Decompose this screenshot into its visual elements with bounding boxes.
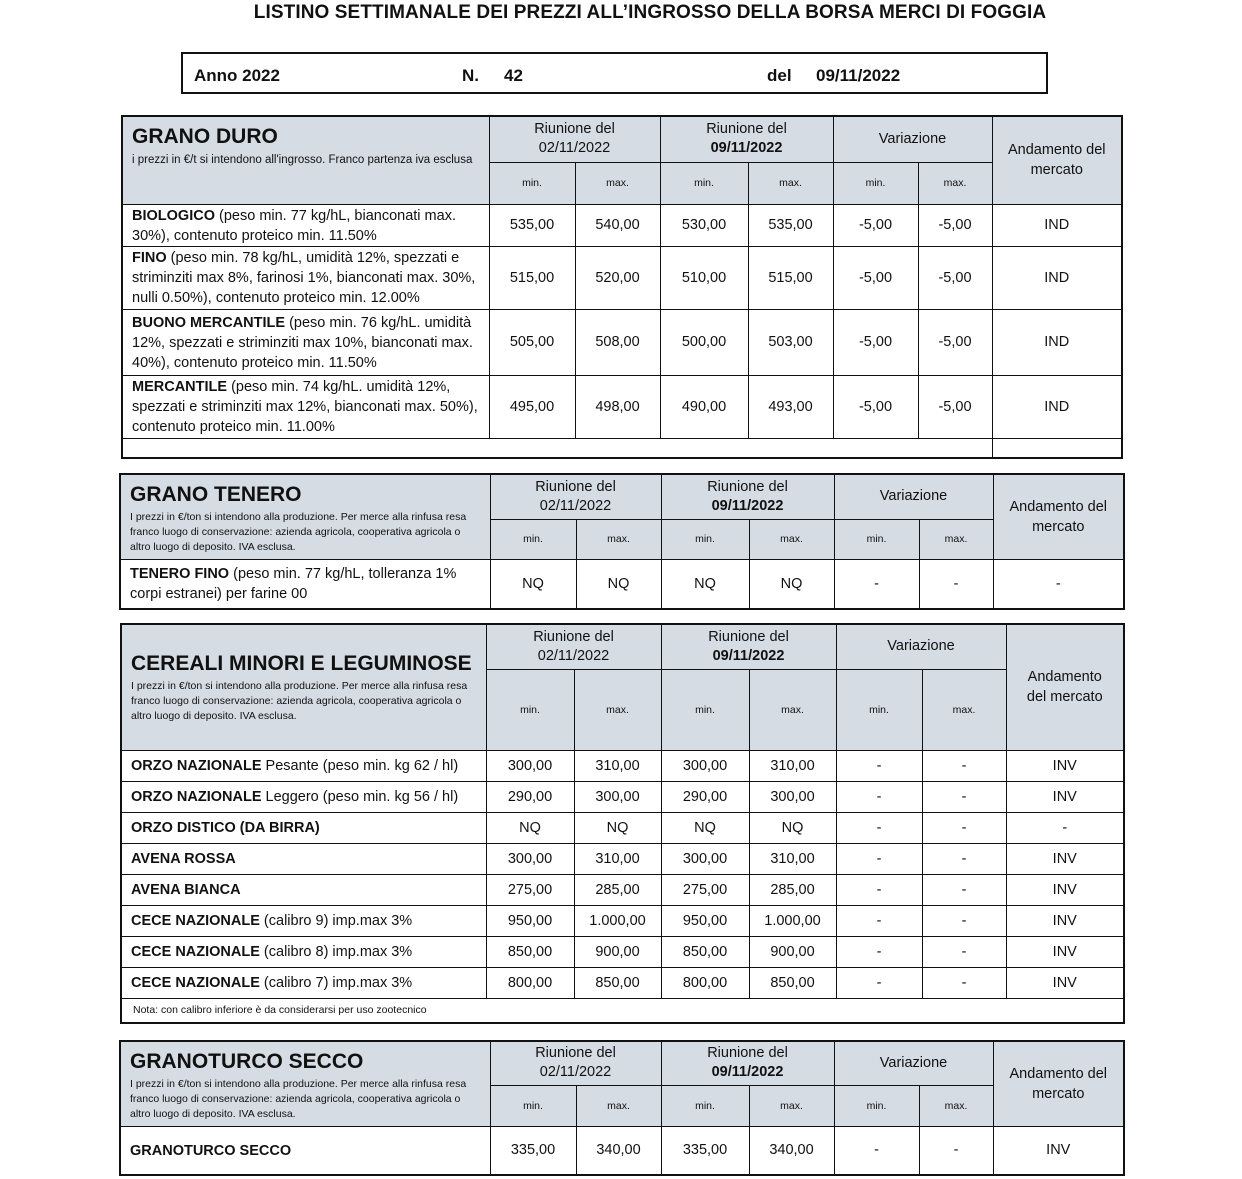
table-row bbox=[120, 559, 1124, 609]
variation-max: - bbox=[922, 750, 1006, 781]
variation-min: -5,00 bbox=[833, 204, 918, 246]
curr-min-price: NQ bbox=[661, 812, 749, 843]
number-label: N. bbox=[462, 66, 479, 85]
max-header: max. bbox=[748, 162, 833, 204]
table-row bbox=[122, 204, 1122, 246]
variation-max: - bbox=[922, 874, 1006, 905]
meeting-prev-header: Riunione del 02/11/2022 bbox=[486, 624, 661, 669]
curr-max-price: 503,00 bbox=[748, 309, 833, 375]
min-header: min. bbox=[661, 669, 749, 750]
market-trend: INV bbox=[1006, 967, 1124, 998]
min-header: min. bbox=[834, 519, 919, 559]
product-cell: ORZO DISTICO (DA BIRRA) bbox=[121, 812, 486, 843]
prev-min-price: 290,00 bbox=[486, 781, 574, 812]
min-header: min. bbox=[490, 1085, 576, 1126]
market-trend: IND bbox=[992, 309, 1122, 375]
meeting-curr-header: Riunione del 09/11/2022 bbox=[661, 624, 836, 669]
footnote: Nota: con calibro inferiore è da considerarsi per uso zootecnico bbox=[121, 998, 1124, 1023]
market-trend: INV bbox=[1006, 750, 1124, 781]
category-name: GRANO TENERO bbox=[130, 483, 302, 506]
variation-max: - bbox=[922, 967, 1006, 998]
prev-min-price: 535,00 bbox=[489, 204, 575, 246]
product-cell: BUONO MERCANTILE (peso min. 76 kg/hL. umidità 12%, spezzati e striminziti max 10%, bianconati max. 40%), contenuto proteico min. 11.50% bbox=[122, 309, 489, 375]
market-trend: IND bbox=[992, 375, 1122, 438]
table-row bbox=[120, 1126, 1124, 1175]
max-header: max. bbox=[749, 1085, 834, 1126]
curr-min-price: 800,00 bbox=[661, 967, 749, 998]
curr-min-price: 530,00 bbox=[660, 204, 748, 246]
prev-min-price: 300,00 bbox=[486, 843, 574, 874]
curr-min-price: 510,00 bbox=[660, 246, 748, 309]
variation-min: - bbox=[836, 781, 922, 812]
curr-max-price: 310,00 bbox=[749, 750, 836, 781]
category-note: I prezzi in €/ton si intendono alla produzione. Per merce alla rinfusa resa franco luogo di conservazione: azienda agricola, cooperativa agricola o altro luogo di deposito. IVA esclusa. bbox=[130, 511, 467, 553]
curr-min-price: 335,00 bbox=[661, 1126, 749, 1175]
min-header: min. bbox=[660, 162, 748, 204]
variation-min: -5,00 bbox=[833, 246, 918, 309]
table-row bbox=[122, 375, 1122, 438]
curr-max-price: 285,00 bbox=[749, 874, 836, 905]
curr-max-price: 900,00 bbox=[749, 936, 836, 967]
market-trend-header: Andamento del mercato bbox=[993, 474, 1124, 559]
curr-max-price: 340,00 bbox=[749, 1126, 834, 1175]
prev-min-price: 505,00 bbox=[489, 309, 575, 375]
date-label: del bbox=[767, 66, 792, 85]
max-header: max. bbox=[918, 162, 992, 204]
product-cell: TENERO FINO (peso min. 77 kg/hL, tolleranza 1% corpi estranei) per farine 00 bbox=[120, 559, 490, 609]
prev-min-price: 515,00 bbox=[489, 246, 575, 309]
table-row bbox=[121, 843, 1124, 874]
max-header: max. bbox=[574, 669, 661, 750]
curr-min-price: 300,00 bbox=[661, 750, 749, 781]
prev-max-price: 850,00 bbox=[574, 967, 661, 998]
category-note: I prezzi in €/ton si intendono alla produzione. Per merce alla rinfusa resa franco luogo di conservazione: azienda agricola, cooperativa agricola o altro luogo di deposito. IVA esclusa. bbox=[131, 680, 468, 722]
variation-max: - bbox=[922, 781, 1006, 812]
table-grano-tenero bbox=[119, 473, 1125, 610]
min-header: min. bbox=[486, 669, 574, 750]
product-cell: ORZO NAZIONALE Pesante (peso min. kg 62 / hl) bbox=[121, 750, 486, 781]
variation-max: - bbox=[922, 812, 1006, 843]
prev-min-price: 335,00 bbox=[490, 1126, 576, 1175]
curr-max-price: 850,00 bbox=[749, 967, 836, 998]
market-trend: IND bbox=[992, 204, 1122, 246]
table-row bbox=[122, 309, 1122, 375]
variation-min: - bbox=[834, 1126, 919, 1175]
table-row bbox=[121, 812, 1124, 843]
variation-max: - bbox=[922, 905, 1006, 936]
variation-header: Variazione bbox=[833, 116, 992, 162]
max-header: max. bbox=[919, 1085, 993, 1126]
table-row bbox=[121, 967, 1124, 998]
category-name: GRANOTURCO SECCO bbox=[130, 1050, 364, 1073]
variation-min: -5,00 bbox=[833, 309, 918, 375]
max-header: max. bbox=[575, 162, 660, 204]
curr-min-price: 850,00 bbox=[661, 936, 749, 967]
prev-max-price: NQ bbox=[576, 559, 661, 609]
variation-min: - bbox=[836, 936, 922, 967]
prev-min-price: 300,00 bbox=[486, 750, 574, 781]
prev-max-price: 520,00 bbox=[575, 246, 660, 309]
prev-max-price: 1.000,00 bbox=[574, 905, 661, 936]
min-header: min. bbox=[833, 162, 918, 204]
max-header: max. bbox=[749, 519, 834, 559]
variation-header: Variazione bbox=[834, 474, 993, 519]
curr-min-price: NQ bbox=[661, 559, 749, 609]
category-note: i prezzi in €/t si intendono all'ingrosso. Franco partenza iva esclusa bbox=[132, 154, 473, 166]
max-header: max. bbox=[922, 669, 1006, 750]
category-header bbox=[120, 474, 490, 559]
max-header: max. bbox=[919, 519, 993, 559]
prev-min-price: 275,00 bbox=[486, 874, 574, 905]
min-header: min. bbox=[661, 1085, 749, 1126]
table-row bbox=[121, 936, 1124, 967]
min-header: min. bbox=[836, 669, 922, 750]
prev-min-price: NQ bbox=[486, 812, 574, 843]
variation-max: - bbox=[919, 559, 993, 609]
market-trend: INV bbox=[1006, 874, 1124, 905]
table-row bbox=[121, 874, 1124, 905]
curr-max-price: NQ bbox=[749, 559, 834, 609]
variation-max: -5,00 bbox=[918, 204, 992, 246]
product-cell: CECE NAZIONALE (calibro 7) imp.max 3% bbox=[121, 967, 486, 998]
prev-min-price: NQ bbox=[490, 559, 576, 609]
number-value: 42 bbox=[504, 66, 523, 85]
category-note: I prezzi in €/ton si intendono alla produzione. Per merce alla rinfusa resa franco luogo di conservazione: azienda agricola, cooperativa agricola o altro luogo di deposito. IVA esclusa. bbox=[130, 1078, 467, 1120]
curr-min-price: 275,00 bbox=[661, 874, 749, 905]
curr-max-price: 535,00 bbox=[748, 204, 833, 246]
prev-min-price: 950,00 bbox=[486, 905, 574, 936]
curr-max-price: 300,00 bbox=[749, 781, 836, 812]
variation-max: - bbox=[922, 843, 1006, 874]
variation-header: Variazione bbox=[836, 624, 1006, 669]
curr-min-price: 950,00 bbox=[661, 905, 749, 936]
product-cell: FINO (peso min. 78 kg/hL, umidità 12%, spezzati e striminziti max 8%, farinosi 1%, bianconati max. 30%, nulli 0.50%), contenuto proteico min. 12.00% bbox=[122, 246, 489, 309]
empty-row bbox=[122, 438, 1122, 458]
meeting-prev-header: Riunione del 02/11/2022 bbox=[490, 1041, 661, 1085]
curr-max-price: 515,00 bbox=[748, 246, 833, 309]
table-grano-duro bbox=[121, 115, 1123, 459]
meeting-curr-header: Riunione del 09/11/2022 bbox=[661, 1041, 834, 1085]
variation-max: -5,00 bbox=[918, 246, 992, 309]
year-label: Anno 2022 bbox=[194, 66, 280, 85]
market-trend: - bbox=[1006, 812, 1124, 843]
market-trend: IND bbox=[992, 246, 1122, 309]
prev-max-price: 540,00 bbox=[575, 204, 660, 246]
variation-header: Variazione bbox=[834, 1041, 993, 1085]
curr-max-price: 493,00 bbox=[748, 375, 833, 438]
prev-max-price: 310,00 bbox=[574, 750, 661, 781]
prev-min-price: 800,00 bbox=[486, 967, 574, 998]
curr-min-price: 290,00 bbox=[661, 781, 749, 812]
market-trend: INV bbox=[1006, 781, 1124, 812]
category-header bbox=[121, 624, 486, 750]
market-trend: - bbox=[993, 559, 1124, 609]
table-row bbox=[121, 781, 1124, 812]
market-trend: INV bbox=[1006, 936, 1124, 967]
variation-max: - bbox=[919, 1126, 993, 1175]
category-name: CEREALI MINORI E LEGUMINOSE bbox=[131, 652, 472, 675]
market-trend-header: Andamento del mercato bbox=[1006, 624, 1124, 750]
prev-max-price: 498,00 bbox=[575, 375, 660, 438]
min-header: min. bbox=[834, 1085, 919, 1126]
market-trend-header: Andamento del mercato bbox=[993, 1041, 1124, 1126]
variation-max: -5,00 bbox=[918, 309, 992, 375]
product-cell: GRANOTURCO SECCO bbox=[120, 1126, 490, 1175]
max-header: max. bbox=[576, 1085, 661, 1126]
product-cell: CECE NAZIONALE (calibro 8) imp.max 3% bbox=[121, 936, 486, 967]
market-trend-header: Andamento del mercato bbox=[992, 116, 1122, 204]
meeting-prev-header: Riunione del 02/11/2022 bbox=[489, 116, 660, 162]
variation-min: - bbox=[836, 874, 922, 905]
category-header bbox=[120, 1041, 490, 1126]
market-trend: INV bbox=[993, 1126, 1124, 1175]
prev-max-price: 508,00 bbox=[575, 309, 660, 375]
curr-min-price: 300,00 bbox=[661, 843, 749, 874]
prev-max-price: 300,00 bbox=[574, 781, 661, 812]
prev-max-price: 900,00 bbox=[574, 936, 661, 967]
curr-max-price: 310,00 bbox=[749, 843, 836, 874]
min-header: min. bbox=[490, 519, 576, 559]
bulletin-info-box bbox=[181, 52, 1048, 94]
prev-max-price: NQ bbox=[574, 812, 661, 843]
variation-max: -5,00 bbox=[918, 375, 992, 438]
meeting-curr-header: Riunione del 09/11/2022 bbox=[660, 116, 833, 162]
category-name: GRANO DURO bbox=[132, 125, 278, 148]
variation-min: - bbox=[836, 905, 922, 936]
curr-min-price: 500,00 bbox=[660, 309, 748, 375]
table-row bbox=[122, 246, 1122, 309]
variation-min: - bbox=[836, 750, 922, 781]
footnote-row bbox=[121, 998, 1124, 1023]
table-granoturco-secco bbox=[119, 1040, 1125, 1176]
min-header: min. bbox=[489, 162, 575, 204]
curr-min-price: 490,00 bbox=[660, 375, 748, 438]
product-cell: CECE NAZIONALE (calibro 9) imp.max 3% bbox=[121, 905, 486, 936]
market-trend: INV bbox=[1006, 905, 1124, 936]
max-header: max. bbox=[576, 519, 661, 559]
meeting-curr-header: Riunione del 09/11/2022 bbox=[661, 474, 834, 519]
prev-max-price: 285,00 bbox=[574, 874, 661, 905]
market-trend: INV bbox=[1006, 843, 1124, 874]
page-title: LISTINO SETTIMANALE DEI PREZZI ALL’INGROSSO DELLA BORSA MERCI DI FOGGIA bbox=[253, 2, 1047, 23]
table-cereali-minori bbox=[120, 623, 1125, 1024]
prev-min-price: 850,00 bbox=[486, 936, 574, 967]
table-row bbox=[121, 750, 1124, 781]
variation-min: -5,00 bbox=[833, 375, 918, 438]
product-cell: AVENA ROSSA bbox=[121, 843, 486, 874]
date-value: 09/11/2022 bbox=[816, 66, 901, 85]
variation-min: - bbox=[836, 812, 922, 843]
product-cell: ORZO NAZIONALE Leggero (peso min. kg 56 / hl) bbox=[121, 781, 486, 812]
min-header: min. bbox=[661, 519, 749, 559]
variation-min: - bbox=[834, 559, 919, 609]
variation-max: - bbox=[922, 936, 1006, 967]
prev-max-price: 340,00 bbox=[576, 1126, 661, 1175]
variation-min: - bbox=[836, 967, 922, 998]
prev-max-price: 310,00 bbox=[574, 843, 661, 874]
prev-min-price: 495,00 bbox=[489, 375, 575, 438]
max-header: max. bbox=[749, 669, 836, 750]
curr-max-price: 1.000,00 bbox=[749, 905, 836, 936]
meeting-prev-header: Riunione del 02/11/2022 bbox=[490, 474, 661, 519]
product-cell: BIOLOGICO (peso min. 77 kg/hL, bianconati max. 30%), contenuto proteico min. 11.50% bbox=[122, 204, 489, 246]
product-cell: AVENA BIANCA bbox=[121, 874, 486, 905]
variation-min: - bbox=[836, 843, 922, 874]
curr-max-price: NQ bbox=[749, 812, 836, 843]
product-cell: MERCANTILE (peso min. 74 kg/hL. umidità 12%, spezzati e striminziti max 12%, bianconati max. 50%), contenuto proteico min. 11.00% bbox=[122, 375, 489, 438]
category-header bbox=[122, 116, 489, 204]
table-row bbox=[121, 905, 1124, 936]
